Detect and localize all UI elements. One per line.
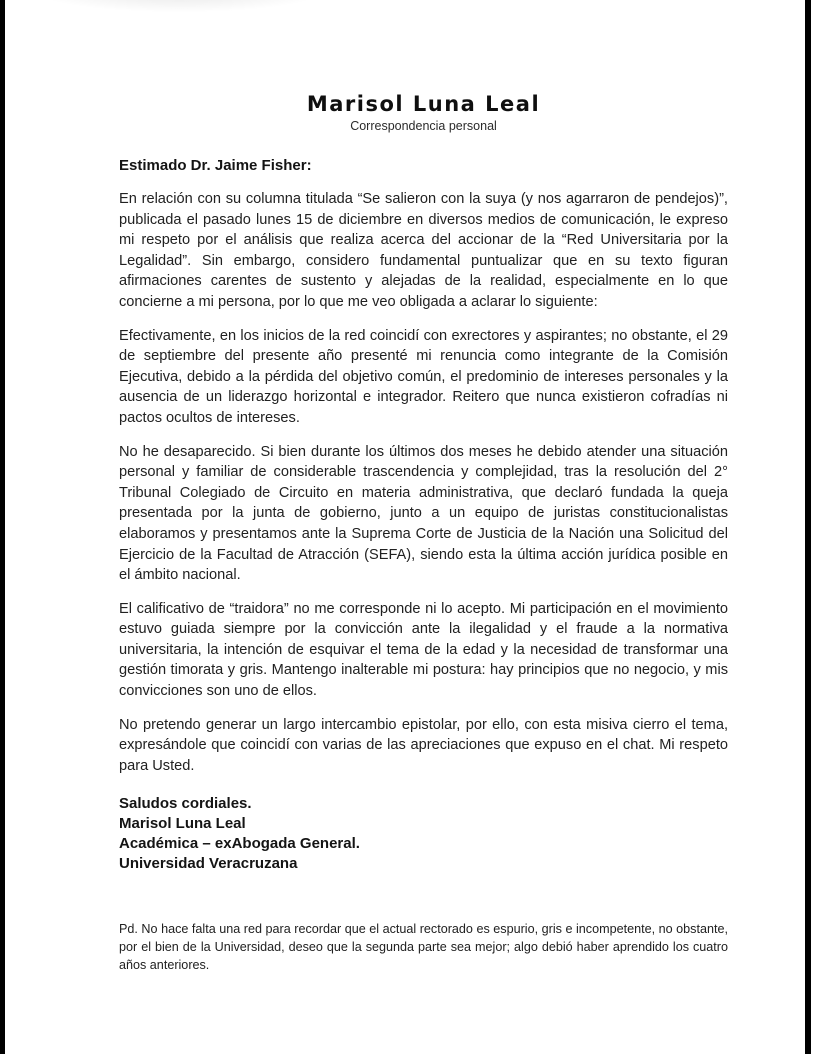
- signature-block: [119, 794, 728, 874]
- signature-role: Académica – exAbogada General.: [119, 835, 360, 853]
- top-scan-shadow: [35, 0, 325, 12]
- signature-name: Marisol Luna Leal: [119, 815, 246, 833]
- signature-institution: Universidad Veracruzana: [119, 855, 298, 873]
- letter-subtitle: Correspondencia personal: [350, 119, 497, 133]
- paragraph-5: No pretendo generar un largo intercambio epistolar, por ello, con esta misiva cierro el tema, expresándole que coincidí con varias de las apreciaciones que expuso en el chat. Mi respeto para Usted.: [119, 716, 728, 774]
- page-right-black-edge: [805, 0, 811, 1054]
- page-left-black-edge: [0, 0, 5, 1054]
- postscript: Pd. No hace falta una red para recordar que el actual rectorado es espurio, gris e incompetente, no obstante, por el bien de la Universidad, deseo que la segunda parte sea mejor; algo debió haber aprendido los cuatro años anteriores.: [119, 922, 728, 972]
- paragraph-1: En relación con su columna titulada “Se salieron con la suya (y nos agarraron de pendejos)”, publicada el pasado lunes 15 de diciembre en diversos medios de comunicación, le expreso mi respeto por el análisis que realiza acerca del accionar de la “Red Universitaria por la Legalidad”. Sin embargo, considero fundamental puntualizar que en su texto figuran afirmaciones carentes de sustento y alejadas de la realidad, especialmente en lo que concierne a mi persona, por lo que me veo obligada a aclarar lo siguiente:: [119, 191, 728, 310]
- sender-name-title: Marisol Luna Leal: [306, 92, 541, 116]
- paragraph-4: El calificativo de “traidora” no me corresponde ni lo acepto. Mi participación en el movimiento estuvo guiada siempre por la convicción ante la ilegalidad y el fraude a la normativa universitaria, la intención de esquivar el tema de la edad y la necesidad de transformar una gestión timorata y gris. Mantengo inalterable mi postura: hay principios que no negocio, y mis convicciones son uno de ellos.: [119, 600, 728, 700]
- paragraph-3: No he desaparecido. Si bien durante los últimos dos meses he debido atender una situación personal y familiar de considerable trascendencia y complejidad, tras la resolución del 2° Tribunal Colegiado de Circuito en materia administrativa, que declaró fundada la queja presentada por la junta de gobierno, junto a un equipo de juristas constitucionalistas elaboramos y presentamos ante la Suprema Corte de Justicia de la Nación una Solicitud del Ejercicio de la Facultad de Atracción (SEFA), siendo esta la última acción jurídica posible en el ámbito nacional.: [119, 443, 728, 584]
- signature-closing: Saludos cordiales.: [119, 795, 252, 813]
- salutation: Estimado Dr. Jaime Fisher:: [119, 157, 312, 174]
- letter-document: [119, 92, 728, 987]
- paragraph-2: Efectivamente, en los inicios de la red coincidí con exrectores y aspirantes; no obstante, el 29 de septiembre del presente año presenté mi renuncia como integrante de la Comisión Ejecutiva, debido a la pérdida del objetivo común, el predominio de intereses personales y la ausencia de un liderazgo horizontal e integrador. Reitero que nunca existieron cofradías ni pactos ocultos de intereses.: [119, 327, 728, 426]
